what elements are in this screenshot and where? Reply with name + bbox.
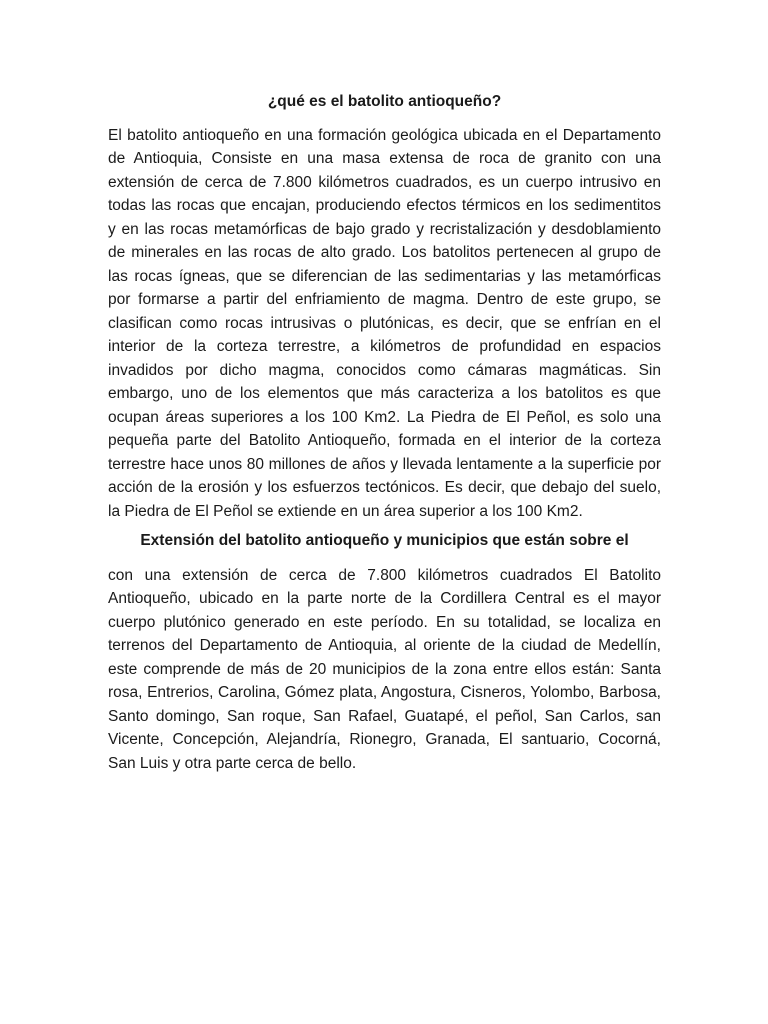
heading-batolito-definition: ¿qué es el batolito antioqueño? [267, 93, 502, 110]
paragraph-batolito-definition: El batolito antioqueño en una formación geológica ubicada en el Departamento de Antioquia, Consiste en una masa extensa de roca de granito con una extensión de cerca de 7.800 kilómetros cuadrados, es un cuerpo intrusivo en todas las rocas que encajan, produciendo efectos térmicos en los sedimentitos y en las rocas metamórficas de bajo grado y recristalización y desdoblamiento de minerales en las rocas de alto grado. Los batolitos pertenecen al grupo de las rocas ígneas, que se diferencian de las sedimentarias y las metamórficas por formarse a partir del enfriamiento de magma. Dentro de este grupo, se clasifican como rocas intrusivas o plutónicas, es decir, que se enfrían en el interior de la corteza terrestre, a kilómetros de profundidad en espacios invadidos por dicho magma, conocidos como cámaras magmáticas. Sin embargo, uno de los elementos que más caracteriza a los batolitos es que ocupan áreas superiores a los 100 Km2. La Piedra de El Peñol, es solo una pequeña parte del Batolito Antioqueño, formada en el interior de la corteza terrestre hace unos 80 millones de años y llevada lentamente a la superficie por acción de la erosión y los esfuerzos tectónicos. Es decir, que debajo del suelo, la Piedra de El Peñol se extiende en un área superior a los 100 Km2. [108, 126, 661, 520]
paragraph-extension-municipios: con una extensión de cerca de 7.800 kilómetros cuadrados El Batolito Antioqueño, ubicado en la parte norte de la Cordillera Central es el mayor cuerpo plutónico generado en este período. En su totalidad, se localiza en terrenos del Departamento de Antioquia, al oriente de la ciudad de Medellín, este comprende de más de 20 municipios de la zona entre ellos están: Santa rosa, Entrerios, Carolina, Gómez plata, Angostura, Cisneros, Yolombo, Barbosa, Santo domingo, San roque, San Rafael, Guatapé, el peñol, San Carlos, san Vicente, Concepción, Alejandría, Rionegro, Granada, El santuario, Cocorná, San Luis y otra parte cerca de bello. [108, 566, 661, 772]
heading-extension-municipios: Extensión del batolito antioqueño y municipios que están sobre el [140, 532, 629, 549]
document-page [108, 90, 661, 775]
